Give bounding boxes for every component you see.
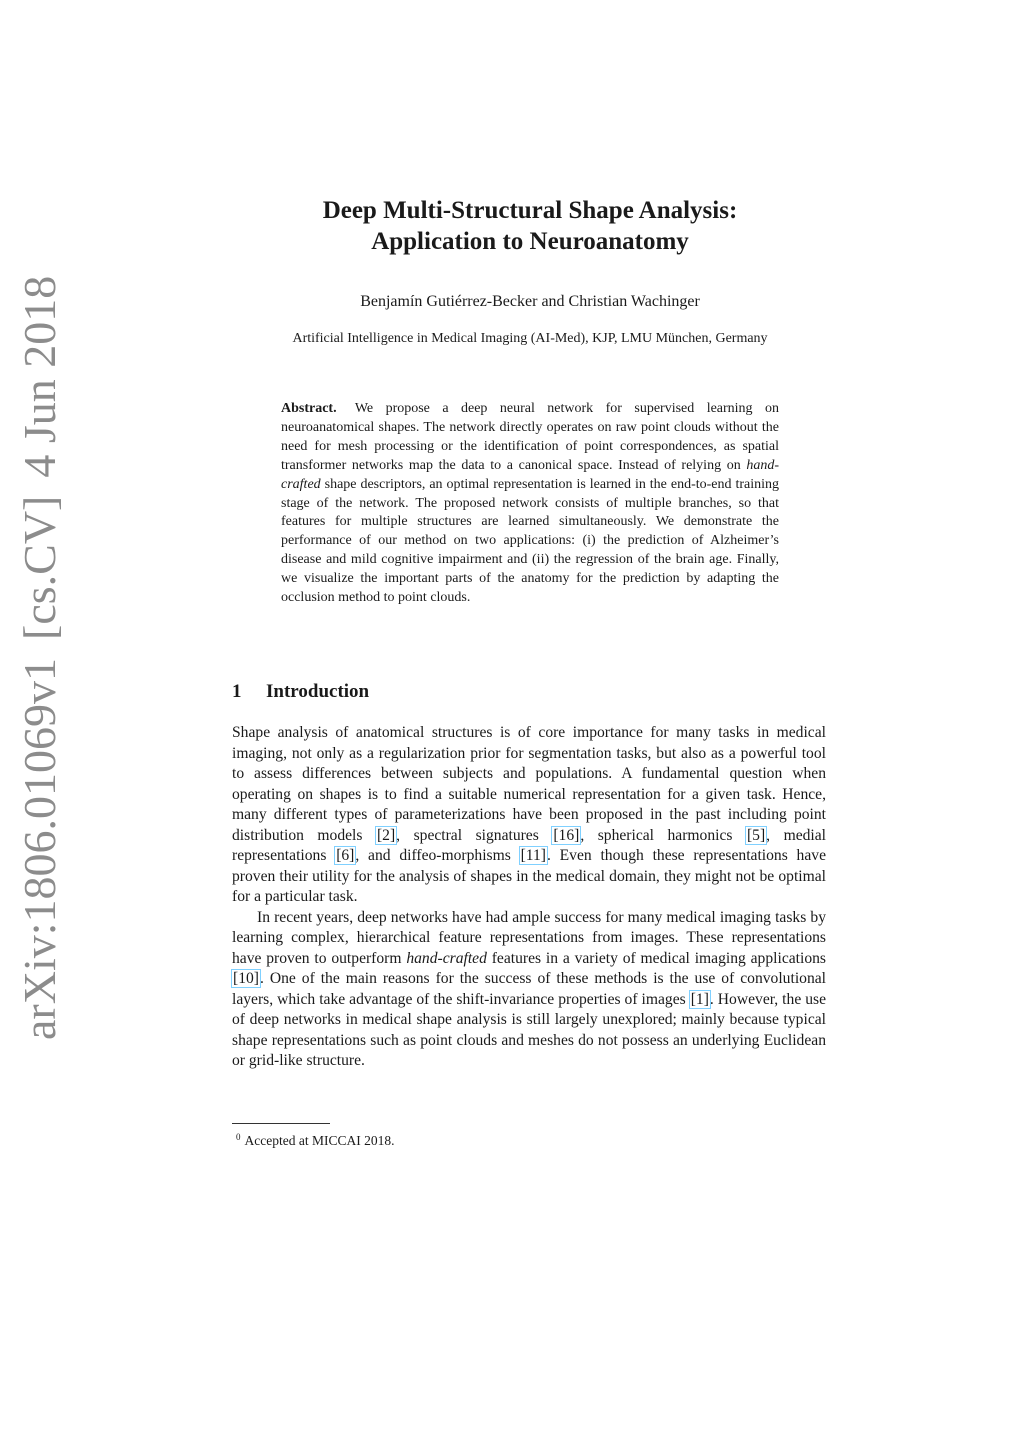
citation-link-11[interactable]: [11] [520,847,546,864]
paragraph-text: Shape analysis of anatomical structures is of core importance for many tasks in medical imaging, not only as a regularization prior for segmentation tasks, but also as a powerful tool to assess differences between subjects and populations. A fundamental question when operating on shapes is to find a suitable numerical representation for a given task. Hence, many different types of parameterizations have been proposed in the past including point distribution models [232,724,826,844]
intro-paragraph-1 [232,723,826,908]
arxiv-date: 4 Jun 2018 [14,275,65,478]
paragraph-text: , spherical harmonics [580,826,733,844]
authors: Benjamín Gutiérrez-Becker and Christian Wachinger [360,293,700,310]
citation-link-5[interactable]: [5] [746,826,766,844]
abstract-emphasis: hand-crafted [281,457,779,492]
abstract-text-2: shape descriptors, an optimal representation is learned in the end-to-end training stage of the network. The proposed network consists of multiple branches, so that features for multiple structures are learned simultaneously. We demonstrate the performance of our method on two applications: (i) the prediction of Alzheimer’s disease and mild cognitive impairment and (ii) the regression of the brain age. Finally, we visualize the important parts of the anatomy for the prediction by adapting the occlusion method to point clouds. [281,476,779,606]
citation-link-1[interactable]: [1] [690,990,709,1008]
footnote [236,1128,394,1150]
paragraph-text: In recent years, deep networks have had ample success for many medical imaging tasks by learning complex, hierarchical feature representations from images. These representations have proven to outperform [232,908,826,967]
paragraph-text: , medial representations [232,826,827,864]
abstract [281,400,779,608]
paragraph-text: features in a variety of medical imaging applications [491,949,826,967]
intro-paragraph-2 [232,908,826,1072]
citation-link-2[interactable]: [2] [376,826,396,844]
introduction-body [232,723,826,1072]
paragraph-emphasis: hand-crafted [406,949,487,967]
footnote-mark: 0 [236,1132,241,1142]
paragraph-text: , and diffeo-morphisms [355,847,511,864]
citation-link-6[interactable]: [6] [336,847,355,864]
paragraph-text: . Even though these representations have proven their utility for the analysis of shapes in the medical domain, they might not be optimal for a particular task. [232,847,826,905]
paragraph-text: , spectral signatures [396,826,539,844]
section-heading-introduction [232,680,369,704]
abstract-text-1: We propose a deep neural network for supervised learning on neuroanatomical shapes. The network directly operates on raw point clouds without the need for mesh processing or the identification of point correspondences, as spatial transformer networks map the data to a canonical space. Instead of relying on [281,401,780,473]
paragraph-text: . However, the use of deep networks in medical shape analysis is still largely unexplored; mainly because typical shape representations such as point clouds and meshes do not possess an underlying Euclidean or grid-like structure. [232,990,827,1069]
arxiv-category: [cs.CV] [14,495,65,640]
arxiv-id: arXiv:1806.01069v1 [14,657,65,1040]
affiliation: Artificial Intelligence in Medical Imaging (AI-Med), KJP, LMU München, Germany [292,331,768,346]
arxiv-identifier-stamp [10,275,70,1040]
citation-link-16[interactable]: [16] [553,826,580,844]
section-title: Introduction [266,681,370,702]
title-line-1: Deep Multi-Structural Shape Analysis: [322,197,738,224]
section-number: 1 [232,681,242,702]
title-line-2: Application to Neuroanatomy [371,228,689,255]
footnote-text: Accepted at MICCAI 2018. [244,1133,395,1148]
paragraph-text: . One of the main reasons for the success of these methods is the use of convolutional layers, which take advantage of the shift-invariance properties of images [232,970,826,1008]
abstract-label: Abstract. [281,401,337,416]
paper-title [210,195,850,257]
citation-link-10[interactable]: [10] [233,970,259,987]
footnote-divider [232,1123,330,1124]
